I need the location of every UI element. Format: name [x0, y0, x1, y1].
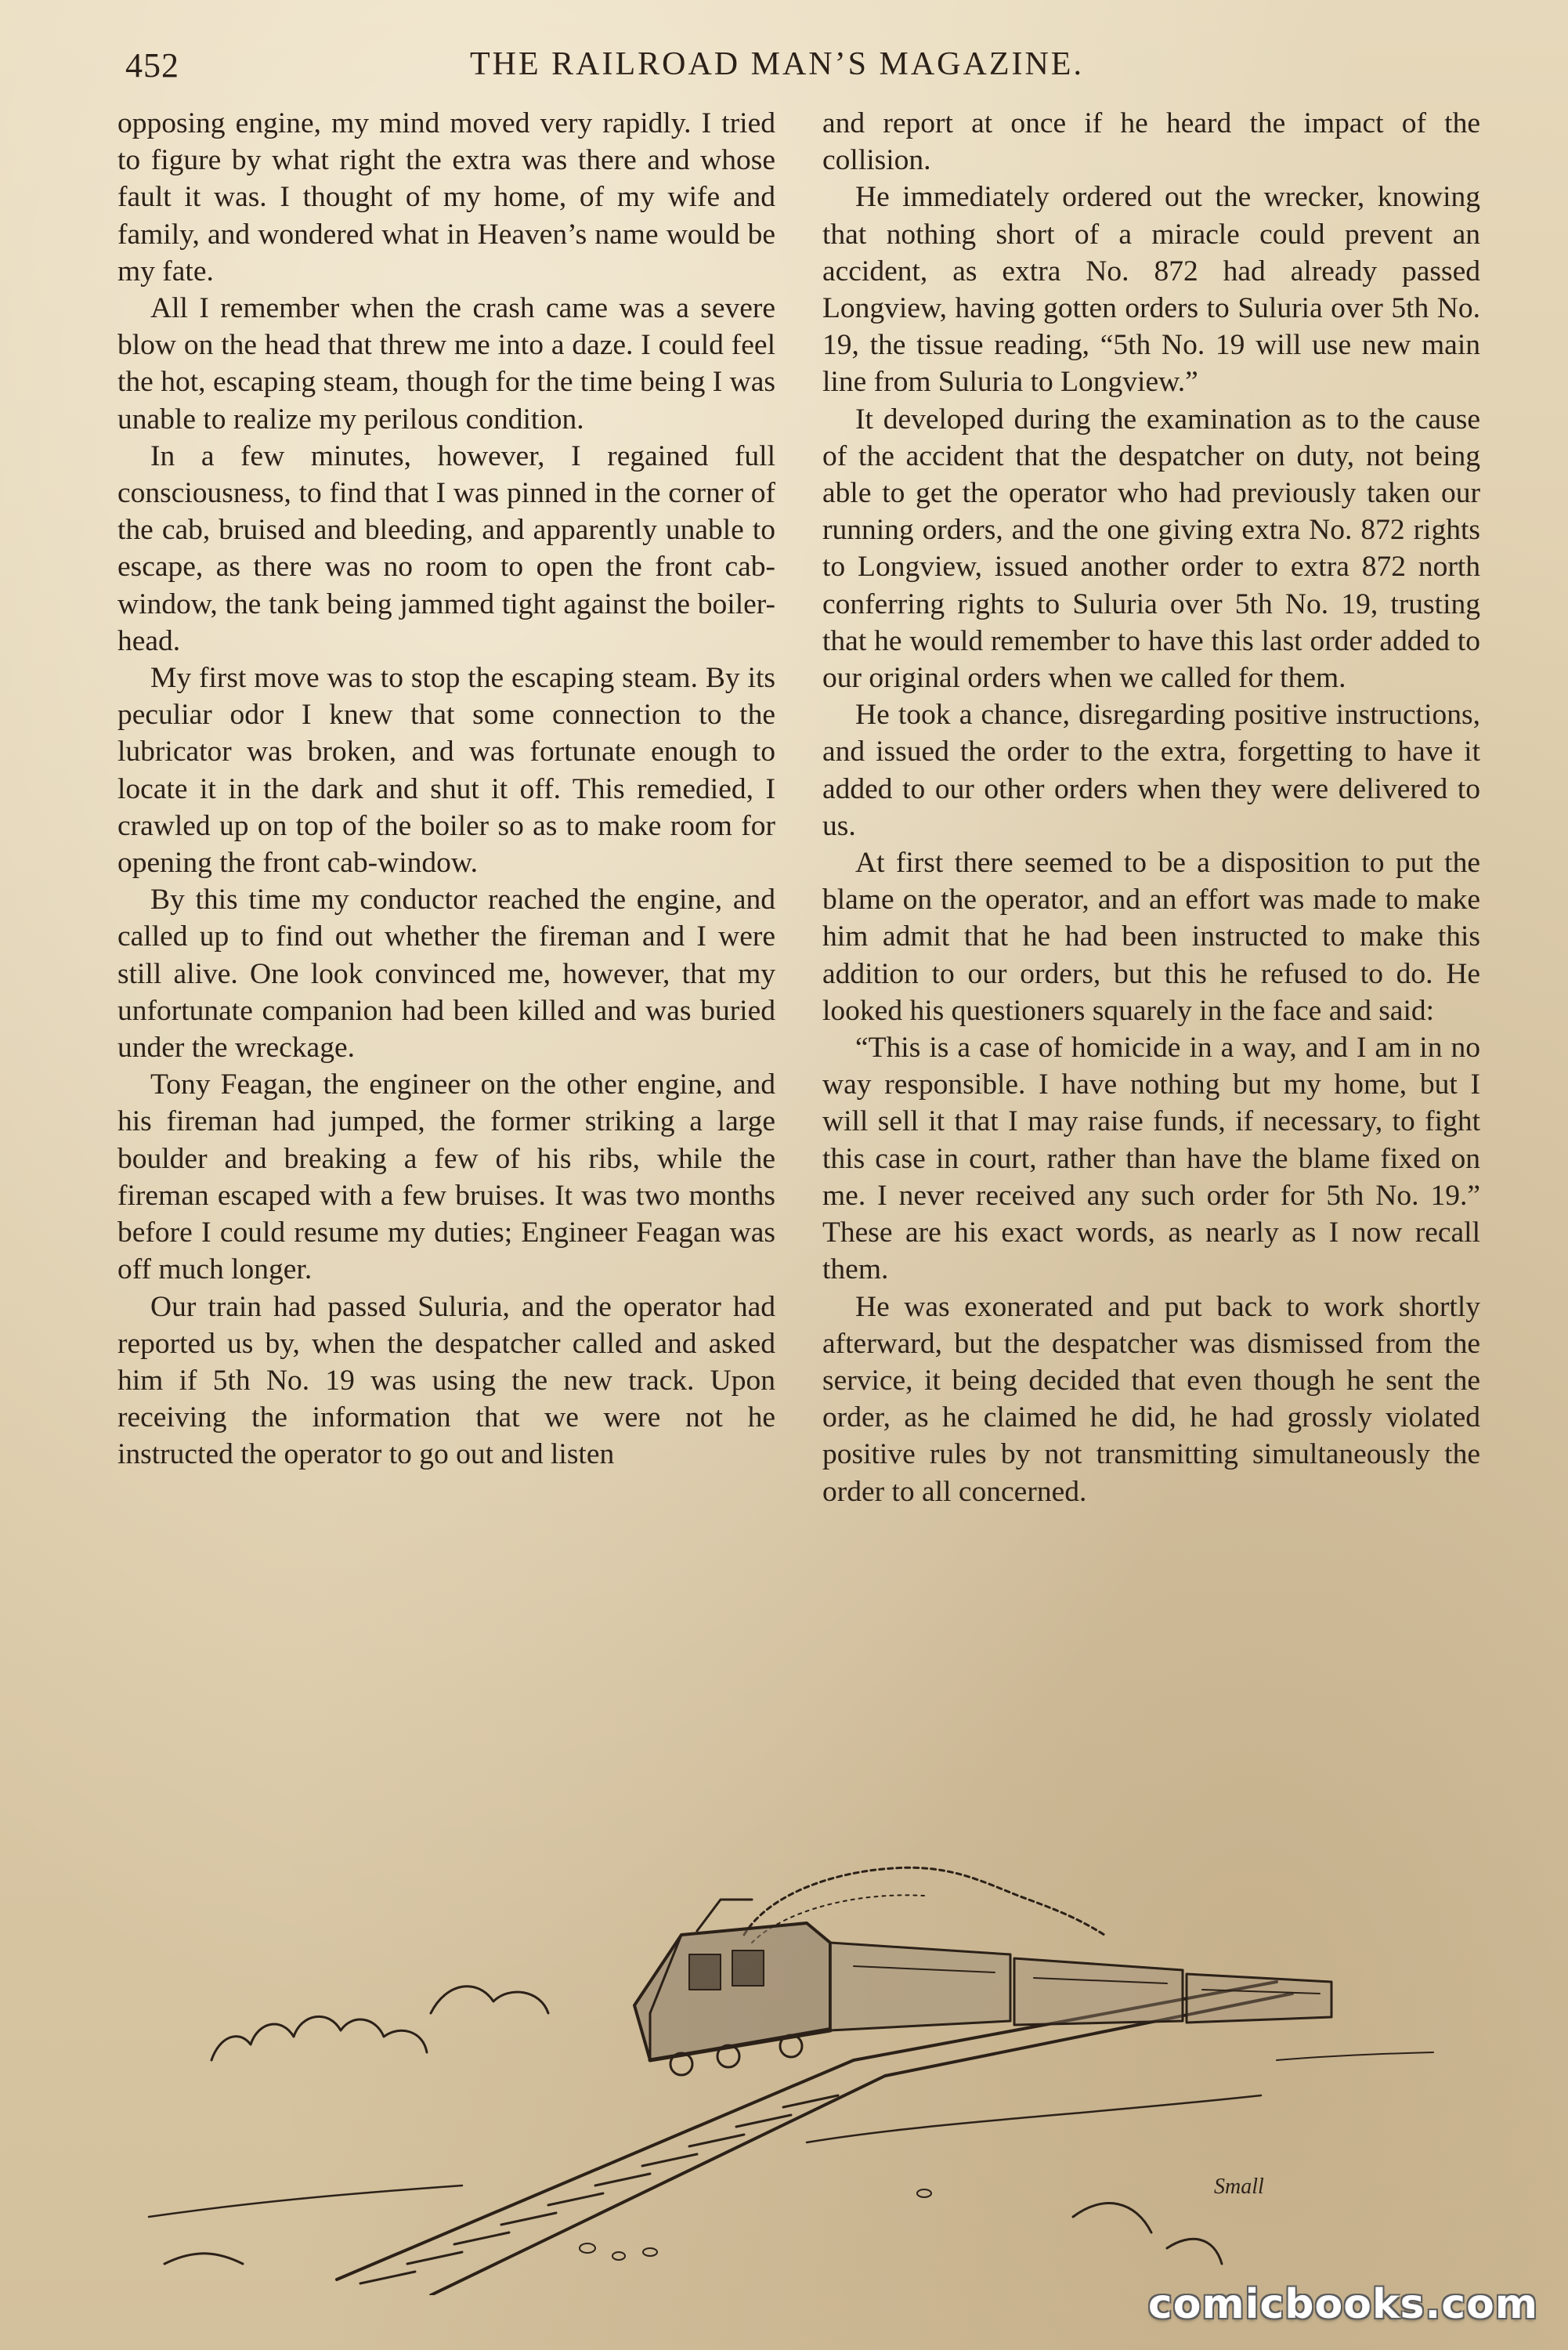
article-body [117, 105, 1480, 1797]
foreground-brush [164, 2204, 1222, 2264]
paragraph: At first there seemed to be a disposition to put the blame on the operator, and an effort was made to make him admit that he had been instructed to make this addition to our orders, but this he refused to do. He looked his questioners squarely in the face and said: [822, 847, 1480, 1027]
paragraph: My first move was to stop the escaping steam. By its peculiar odor I knew that some connection to the lubricator was broken, and was fortunate enough to locate it in the dark and shut it off. This remedied, I crawled up on top of the boiler so as to make room for opening the front cab-window. [117, 662, 775, 880]
paragraph: and report at once if he heard the impact of the collision. [822, 107, 1480, 177]
paragraph: Tony Feagan, the engineer on the other engine, and his fireman had jumped, the former striking a large boulder and breaking a few of his ribs, while the fireman escaped with a few bruises. It was two months before I could resume my duties; Engineer Feagan was off much longer. [117, 1068, 775, 1286]
magazine-title: THE RAILROAD MAN’S MAGAZINE. [470, 46, 1084, 82]
paragraph: Our train had passed Suluria, and the operator had reported us by, when the despatcher called and asked him if 5th No. 19 was using the new track. Upon receiving the information that we were not he instructed the operator to go out and listen [117, 1290, 775, 1471]
rocks [580, 2189, 931, 2260]
watermark: comicbooks.com [1147, 2281, 1538, 2328]
paragraph: opposing engine, my mind moved very rapidly. I tried to figure by what right the extra was there and whose fault it was. I thought of my home, of my wife and family, and wondered what in Heaven’s name would be my fate. [117, 107, 775, 287]
right-column [822, 105, 1480, 1510]
ground [149, 2095, 1261, 2217]
paragraph: “This is a case of homicide in a way, and I am in no way responsible. I have nothing but my home, but I will sell it that I may raise funds, if necessary, to fight this case in court, rather than have the blame fixed on me. I never received any such order for 5th No. 19.” These are his exact words, as nearly as I now recall them. [822, 1032, 1480, 1286]
paragraph: It developed during the examination as to the cause of the accident that the despatcher on duty, not being able to get the operator who had previously taken our running orders, and the one giving extra No. 872 rights to Longview, issued another order to extra 872 north conferring rights to Suluria over 5th No. 19, trusting that he would remember to have this last order added to our original orders when we called for them. [822, 403, 1480, 695]
paragraph: He immediately ordered out the wrecker, knowing that nothing short of a miracle could prevent an accident, as extra No. 872 had already passed Longview, having gotten orders to Suluria over 5th No. 19, the tissue reading, “5th No. 19 will use new main line from Suluria to Longview.” [822, 181, 1480, 399]
background-trees [211, 2016, 427, 2060]
paragraph: He took a chance, disregarding positive instructions, and issued the order to the extra, forgetting to have it added to our other orders when they were delivered to us. [822, 699, 1480, 842]
locomotive [634, 1900, 830, 2075]
left-column [117, 105, 775, 1473]
paragraph: By this time my conductor reached the engine, and called up to find out whether the fireman and I were still alive. One look convinced me, however, that my unfortunate companion had been killed and was buried under the wreckage. [117, 884, 775, 1065]
page-number: 452 [125, 46, 179, 85]
train-illustration [102, 1825, 1449, 2295]
paragraph: He was exonerated and put back to work shortly afterward, but the despatcher was dismissed from the service, it being decided that even though he sent the order, as he claimed he did, he had grossly violated positive rules by not transmitting simultaneously the order to all concerned. [822, 1290, 1480, 1508]
paragraph: All I remember when the crash came was a severe blow on the head that threw me into a daze. I could feel the hot, escaping steam, though for the time being I was unable to realize my perilous condition. [117, 292, 775, 436]
running-head [125, 45, 1474, 92]
artist-signature: Small [1214, 2175, 1264, 2199]
passenger-cars [830, 1943, 1331, 2030]
paragraph: In a few minutes, however, I regained full consciousness, to find that I was pinned in the corner of the cab, bruised and bleeding, and apparently unable to escape, as there was no room to open the front cab-window, the tank being jammed tight against the boiler-head. [117, 439, 775, 657]
